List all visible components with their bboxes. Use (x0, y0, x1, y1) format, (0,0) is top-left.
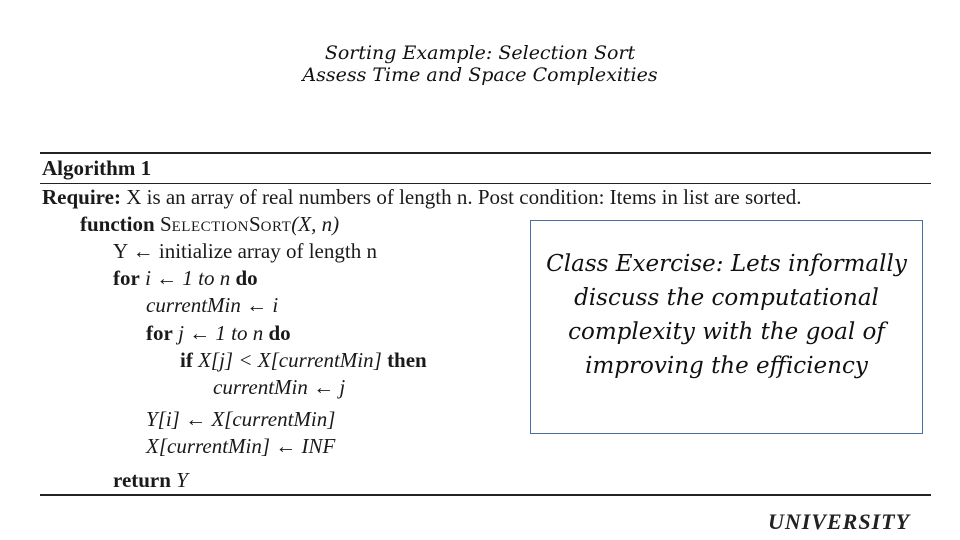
if-line: if X[j] < X[currentMin] then (180, 348, 427, 372)
require-keyword: Require: (42, 185, 121, 209)
return-line: return Y (113, 468, 188, 492)
algorithm-require-line (42, 184, 802, 210)
algorithm-bottom-rule (40, 494, 931, 496)
require-text: X is an array of real numbers of length n. Post condition: Items in list are sorted. (126, 185, 802, 209)
function-args: (X, n) (291, 212, 340, 236)
logo-text: UNIVERSITY (768, 509, 911, 531)
class-exercise-callout (530, 220, 923, 434)
outer-for-line: for i ← 1 to n do (113, 266, 258, 290)
algorithm-top-rule (40, 152, 931, 154)
currentmin-j-line: currentMin ← j (213, 375, 346, 399)
function-keyword: function (80, 212, 155, 236)
algorithm-header: Algorithm 1 (42, 156, 152, 180)
currentmin-i-line: currentMin ← i (146, 293, 279, 317)
inner-for-line: for j ← 1 to n do (146, 321, 291, 345)
function-line (80, 211, 339, 240)
function-name: SELECTIONSORT (159, 212, 292, 236)
callout-text: Class Exercise: Lets informally discuss the computational complexity with the goal of improving the efficiency (546, 251, 907, 379)
assign-inf-line: X[currentMin] ← INF (146, 434, 336, 458)
slide-title: Sorting Example: Selection Sort (324, 42, 636, 64)
init-y-line: Y ← initialize array of length n (113, 239, 377, 263)
slide-subtitle: Assess Time and Space Complexities (302, 64, 658, 86)
university-logo (768, 509, 918, 531)
assign-y-line: Y[i] ← X[currentMin] (146, 407, 336, 431)
